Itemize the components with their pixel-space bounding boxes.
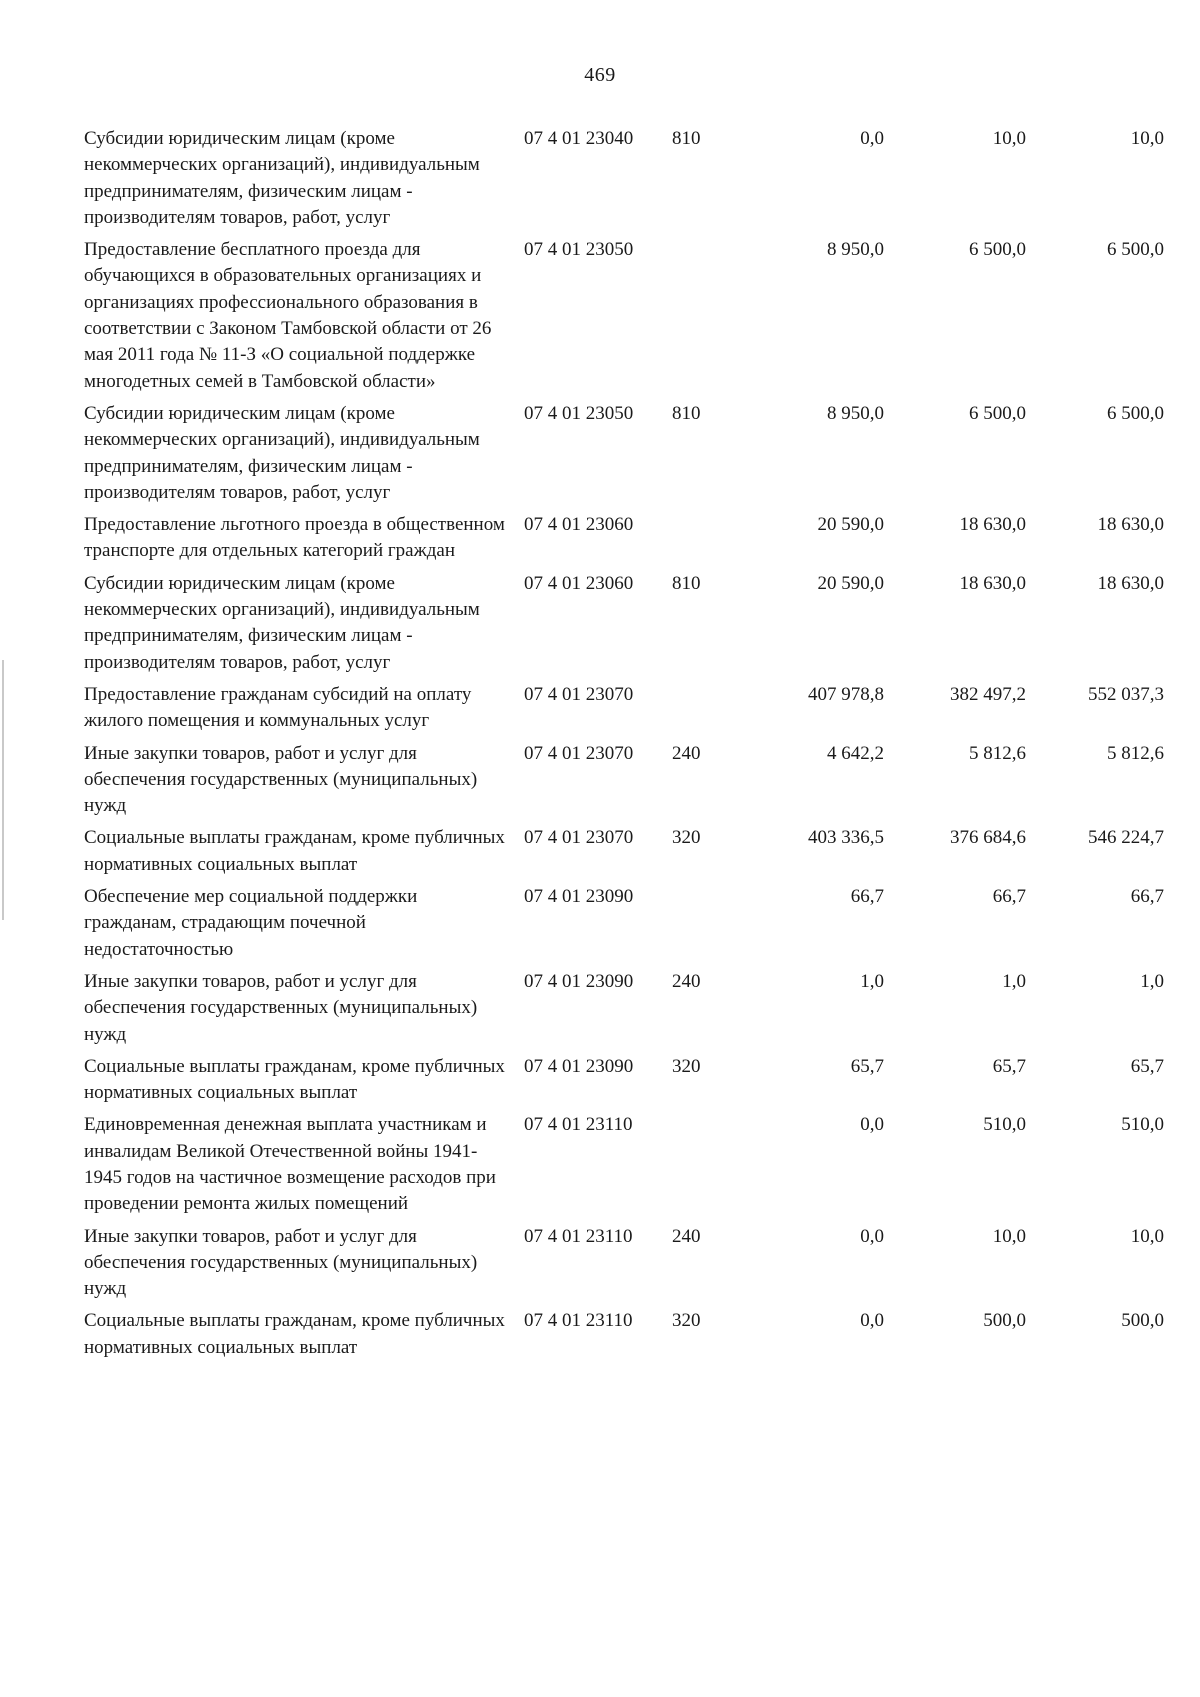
row-amount-1: 65,7 bbox=[850, 1055, 884, 1077]
row-description: Субсидии юридическим лицам (кроме некоммерческих организаций), индивидуальным предпринимателям, физическим лицам - производителям товаров, работ, услуг bbox=[84, 572, 480, 673]
row-amount-3: 66,7 bbox=[1130, 886, 1164, 908]
row-amount-2: 510,0 bbox=[983, 1114, 1026, 1136]
row-target-code: 07 4 01 23110 bbox=[524, 1225, 633, 1247]
row-amount-1: 0,0 bbox=[860, 128, 884, 149]
row-expense-type: 810 bbox=[672, 572, 701, 594]
row-target-code: 07 4 01 23090 bbox=[524, 886, 634, 908]
row-amount-3: 552 037,3 bbox=[1088, 683, 1164, 705]
row-expense-type: 320 bbox=[672, 1310, 701, 1332]
row-amount-1: 1,0 bbox=[860, 970, 884, 992]
row-amount-1: 20 590,0 bbox=[817, 514, 884, 536]
row-amount-3: 6 500,0 bbox=[1107, 239, 1164, 261]
row-target-code: 07 4 01 23050 bbox=[524, 402, 634, 424]
table-row bbox=[84, 884, 1164, 963]
row-amount-2: 6 500,0 bbox=[969, 402, 1026, 424]
row-amount-1: 407 978,8 bbox=[808, 683, 884, 705]
table-row bbox=[84, 1224, 1164, 1303]
row-amount-3: 510,0 bbox=[1121, 1114, 1164, 1136]
table-row bbox=[84, 571, 1164, 676]
row-target-code: 07 4 01 23090 bbox=[524, 1055, 634, 1077]
row-amount-1: 0,0 bbox=[860, 1310, 884, 1332]
row-expense-type: 240 bbox=[672, 742, 701, 764]
row-amount-1: 4 642,2 bbox=[827, 742, 884, 764]
row-amount-2: 18 630,0 bbox=[959, 514, 1026, 536]
row-target-code: 07 4 01 23090 bbox=[524, 970, 634, 992]
row-target-code: 07 4 01 23070 bbox=[524, 683, 634, 705]
row-target-code: 07 4 01 23070 bbox=[524, 827, 634, 849]
row-amount-3: 500,0 bbox=[1121, 1310, 1164, 1332]
row-amount-3: 65,7 bbox=[1130, 1055, 1164, 1077]
row-amount-3: 10,0 bbox=[1130, 1225, 1164, 1247]
row-expense-type: 810 bbox=[672, 402, 701, 424]
row-amount-3: 10,0 bbox=[1130, 128, 1164, 149]
row-amount-2: 10,0 bbox=[992, 1225, 1026, 1247]
row-amount-1: 8 950,0 bbox=[827, 239, 884, 261]
row-amount-1: 8 950,0 bbox=[827, 402, 884, 424]
row-amount-2: 65,7 bbox=[992, 1055, 1026, 1077]
budget-table bbox=[84, 126, 1164, 1367]
table-row bbox=[84, 512, 1164, 565]
row-description: Субсидии юридическим лицам (кроме некоммерческих организаций), индивидуальным предпринимателям, физическим лицам - производителям товаров, работ, услуг bbox=[84, 402, 480, 503]
row-description: Предоставление гражданам субсидий на оплату жилого помещения и коммунальных услуг bbox=[84, 683, 472, 732]
row-target-code: 07 4 01 23040 bbox=[524, 128, 634, 149]
row-amount-3: 1,0 bbox=[1140, 970, 1164, 992]
table-row bbox=[84, 741, 1164, 820]
row-target-code: 07 4 01 23110 bbox=[524, 1310, 633, 1332]
row-expense-type: 240 bbox=[672, 970, 701, 992]
row-amount-3: 18 630,0 bbox=[1097, 572, 1164, 594]
row-expense-type: 240 bbox=[672, 1225, 701, 1247]
row-amount-2: 376 684,6 bbox=[950, 827, 1026, 849]
row-expense-type: 810 bbox=[672, 128, 701, 149]
table-row bbox=[84, 1054, 1164, 1107]
row-amount-1: 20 590,0 bbox=[817, 572, 884, 594]
row-amount-2: 382 497,2 bbox=[950, 683, 1026, 705]
row-amount-3: 5 812,6 bbox=[1107, 742, 1164, 764]
row-amount-3: 18 630,0 bbox=[1097, 514, 1164, 536]
row-amount-2: 500,0 bbox=[983, 1310, 1026, 1332]
row-amount-1: 66,7 bbox=[850, 886, 884, 908]
table-row bbox=[84, 682, 1164, 735]
table-row bbox=[84, 126, 1164, 231]
row-description: Предоставление бесплатного проезда для обучающихся в образовательных организациях и организациях профессионального образования в соответствии с Законом Тамбовской области от 26 мая 2011 года № 11-З «О социальной поддержке многодетных семей в Тамбовской области» bbox=[84, 239, 492, 392]
row-description: Единовременная денежная выплата участникам и инвалидам Великой Отечественной войны 1941-1945 годов на частичное возмещение расходов при проведении ремонта жилых помещений bbox=[84, 1114, 496, 1215]
row-description: Обеспечение мер социальной поддержки гражданам, страдающим почечной недостаточностью bbox=[84, 886, 418, 960]
row-amount-1: 403 336,5 bbox=[808, 827, 884, 849]
row-target-code: 07 4 01 23050 bbox=[524, 239, 634, 261]
row-amount-2: 10,0 bbox=[992, 128, 1026, 149]
table-row bbox=[84, 825, 1164, 878]
row-target-code: 07 4 01 23060 bbox=[524, 572, 634, 594]
row-amount-3: 6 500,0 bbox=[1107, 402, 1164, 424]
row-amount-2: 66,7 bbox=[992, 886, 1026, 908]
row-description: Иные закупки товаров, работ и услуг для обеспечения государственных (муниципальных) нужд bbox=[84, 970, 478, 1045]
scan-edge-mark bbox=[2, 660, 4, 920]
row-expense-type: 320 bbox=[672, 827, 701, 849]
row-description: Субсидии юридическим лицам (кроме некоммерческих организаций), индивидуальным предпринимателям, физическим лицам - производителям товаров, работ, услуг bbox=[84, 128, 480, 228]
page-number: 469 bbox=[584, 64, 616, 86]
row-description: Иные закупки товаров, работ и услуг для обеспечения государственных (муниципальных) нужд bbox=[84, 1225, 478, 1300]
table-row bbox=[84, 237, 1164, 395]
table-row bbox=[84, 1112, 1164, 1217]
table-row bbox=[84, 401, 1164, 506]
row-description: Иные закупки товаров, работ и услуг для обеспечения государственных (муниципальных) нужд bbox=[84, 742, 478, 817]
row-target-code: 07 4 01 23060 bbox=[524, 514, 634, 536]
row-amount-1: 0,0 bbox=[860, 1225, 884, 1247]
table-row bbox=[84, 969, 1164, 1048]
row-description: Социальные выплаты гражданам, кроме публичных нормативных социальных выплат bbox=[84, 1055, 505, 1104]
row-amount-3: 546 224,7 bbox=[1088, 827, 1164, 849]
row-amount-2: 18 630,0 bbox=[959, 572, 1026, 594]
row-amount-1: 0,0 bbox=[860, 1114, 884, 1136]
row-description: Социальные выплаты гражданам, кроме публичных нормативных социальных выплат bbox=[84, 1310, 505, 1358]
row-description: Социальные выплаты гражданам, кроме публичных нормативных социальных выплат bbox=[84, 827, 505, 875]
row-amount-2: 1,0 bbox=[1002, 970, 1026, 992]
row-expense-type: 320 bbox=[672, 1055, 701, 1077]
row-target-code: 07 4 01 23070 bbox=[524, 742, 634, 764]
table-row bbox=[84, 1308, 1164, 1361]
row-amount-2: 5 812,6 bbox=[969, 742, 1026, 764]
row-target-code: 07 4 01 23110 bbox=[524, 1114, 633, 1136]
row-description: Предоставление льготного проезда в общественном транспорте для отдельных категорий граждан bbox=[84, 514, 505, 562]
row-amount-2: 6 500,0 bbox=[969, 239, 1026, 261]
